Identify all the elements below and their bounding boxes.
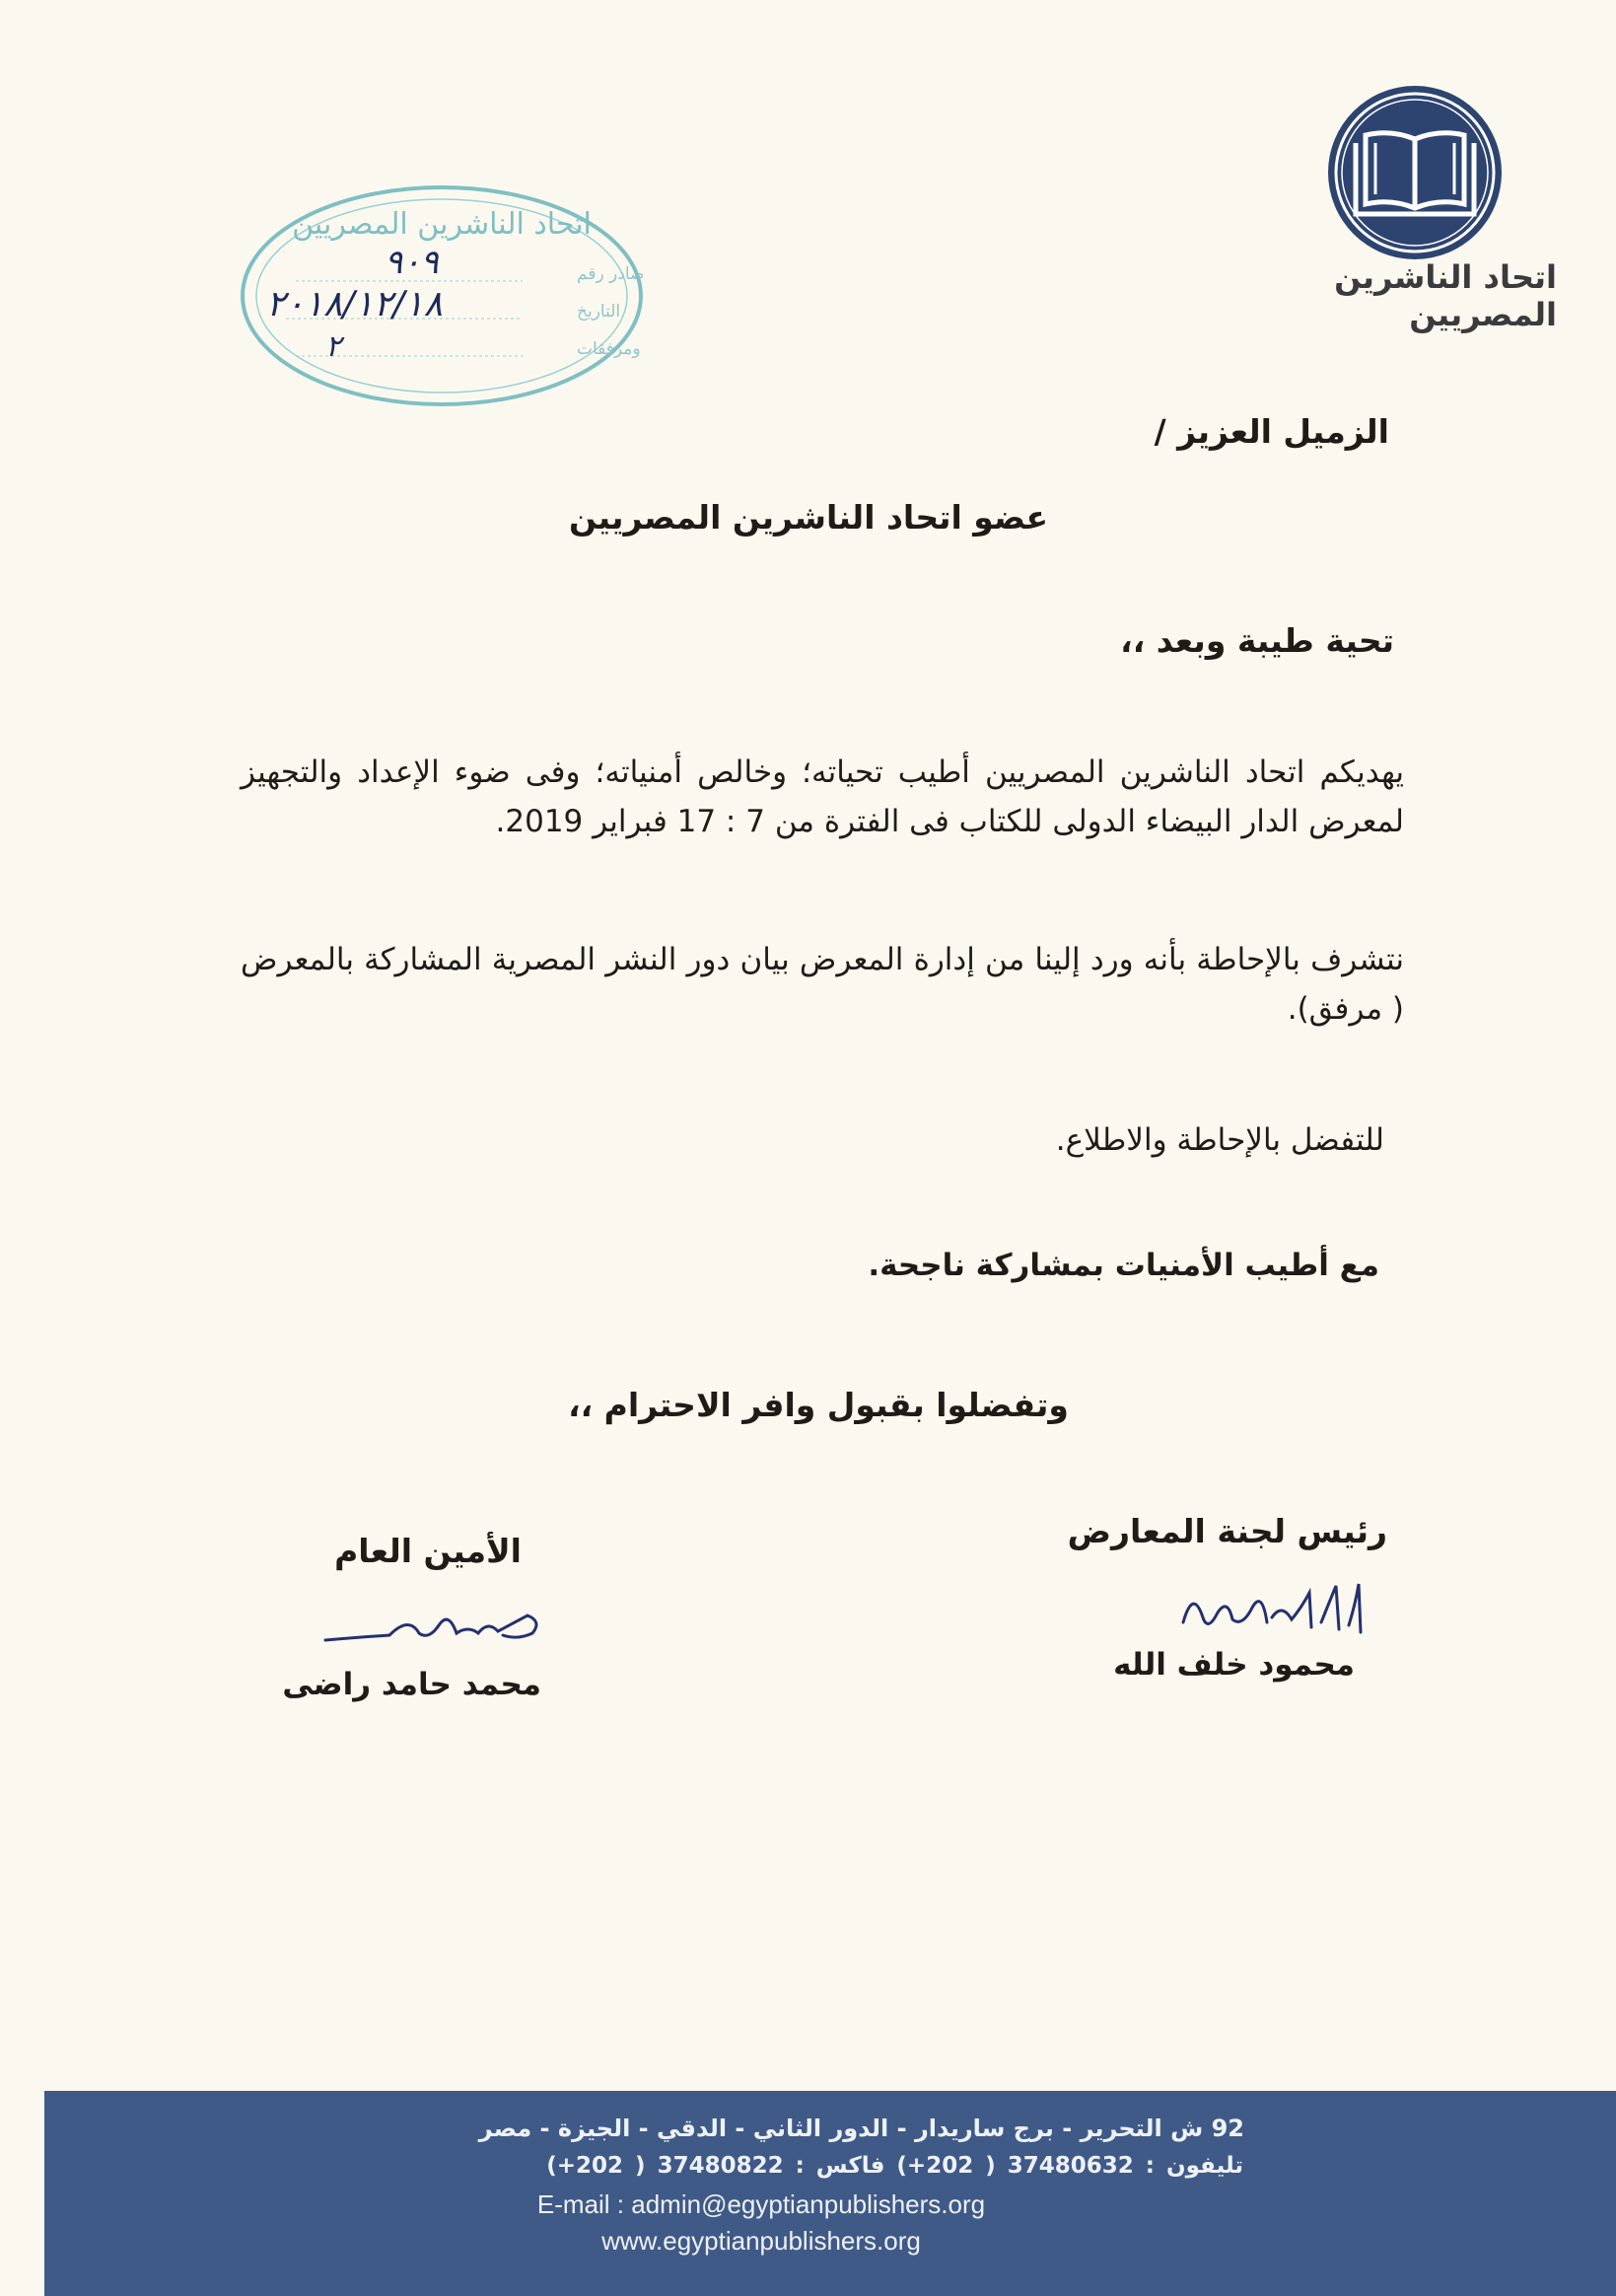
stamp-date-label: التاريخ <box>577 302 621 322</box>
paragraph-request: للتفضل بالإحاطة والاطلاع. <box>1055 1122 1384 1158</box>
signatory-right-name: محمود خلف الله <box>1113 1647 1355 1683</box>
wishes-line: مع أطيب الأمنيات بمشاركة ناجحة. <box>868 1248 1379 1283</box>
footer-address: 92 ش التحرير - برج ساريدار - الدور الثاني - الدقي - الجيزة - مصر <box>478 2115 1244 2142</box>
signatory-left-name: محمد حامد راضى <box>282 1667 541 1702</box>
paragraph-intro: يهديكم اتحاد الناشرين المصريين أطيب تحياته؛ وخالص أمنياته؛ وفى ضوء الإعداد والتجهيز لمعرض الدار البيضاء الدولى للكتاب فى الفترة من 7 : 17 فبراير 2019. <box>241 754 1404 839</box>
footer-phone-fax: تليفون : 37480632 ( 202+) فاكس : 37480822 ( 202+) <box>546 2153 1243 2179</box>
stamp-date-value: ٢٠١٨/١٢/١٨ <box>266 284 443 324</box>
greeting: تحية طيبة وبعد ،، <box>1120 621 1394 660</box>
footer-website-link[interactable]: www.egyptianpublishers.org <box>601 2226 921 2256</box>
paragraph-notice: نتشرف بالإحاطة بأنه ورد إلينا من إدارة المعرض بيان دور النشر المصرية المشاركة بالمعرض ( مرفق). <box>241 942 1404 1027</box>
signatory-left-title: الأمين العام <box>334 1532 522 1570</box>
stamp-number-value: ٩٠٩ <box>385 243 439 282</box>
signature-left <box>320 1596 547 1655</box>
official-stamp <box>237 182 646 409</box>
signatory-right-title: رئيس لجنة المعارض <box>1067 1512 1387 1550</box>
stamp-attachments-value: ٢ <box>325 329 342 364</box>
footer-email-link[interactable]: E-mail : admin@egyptianpublishers.org <box>536 2189 986 2219</box>
organization-name: اتحاد الناشرين المصريين <box>1334 258 1557 333</box>
stamp-org-name: اتحاد الناشرين المصريين <box>292 207 592 242</box>
signature-right <box>1173 1578 1380 1647</box>
recipient: عضو اتحاد الناشرين المصريين <box>568 498 1049 537</box>
stamp-number-label: صادر رقم <box>577 264 645 284</box>
closing-line: وتفضلوا بقبول وافر الاحترام ،، <box>568 1386 1069 1424</box>
salutation: الزميل العزيز / <box>1154 412 1389 451</box>
stamp-attachments-label: ومرفقات <box>577 339 641 359</box>
open-book-icon <box>1326 84 1504 261</box>
footer-contact-bar <box>44 2091 1616 2296</box>
